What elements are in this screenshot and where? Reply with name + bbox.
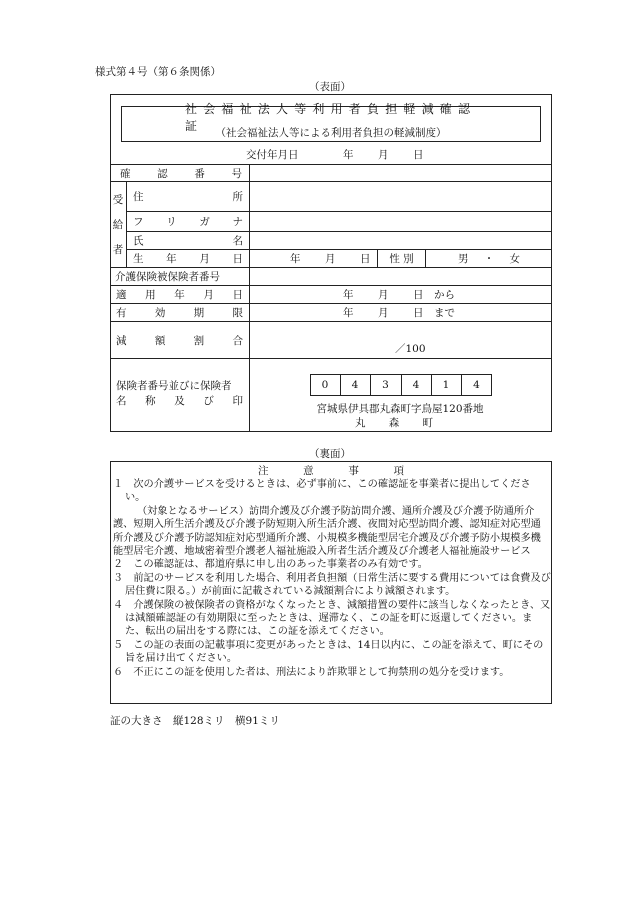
insurer-digit: 4 <box>351 379 359 391</box>
recipient-group-label: 受 給 者 <box>112 194 124 256</box>
dob-month: 月 <box>325 253 336 265</box>
note-3: ３ 前記のサービスを利用した場合、利用者負担額（日常生活に要する費用については食費及び居住費に限る。）が前面に記載されている減額割合により減額されます。 <box>113 572 551 598</box>
address-label: 住 所 <box>133 191 243 203</box>
sex-label: 性 別 <box>389 253 414 265</box>
note-1-services: （対象となるサービス）訪問介護及び介護予防訪問介護、通所介護及び介護予防通所介護、短期入所生活介護及び介護予防短期入所生活介護、夜間対応型訪問介護、認知症対応型通所介護及び介護予防認知症対応型通所介護、小規模多機能型居宅介護及び介護予防小規模多機能型居宅介護、地域密着型介護老人福祉施設入所者生活介護及び介護老人福祉施設サービス <box>113 505 541 558</box>
reduction-rate-value: ／100 <box>395 342 426 355</box>
insurer-label-line2: 名 称 及 び 印 <box>116 394 243 407</box>
valid-until: まで <box>434 307 455 319</box>
note-6: ６ 不正にこの証を使用した者は、刑法により詐欺罪として拘禁刑の処分を受けます。 <box>113 666 510 678</box>
dob-year: 年 <box>290 253 301 265</box>
name-label: 氏 名 <box>133 235 243 247</box>
note-5: ５ この証の表面の記載事項に変更があったときは、14日以内に、この証を添えて、町にその旨を届け出てください。 <box>113 639 544 665</box>
notes-heading: 注 意 事 項 <box>258 464 404 477</box>
back-side-label: （裏面） <box>309 447 351 460</box>
label-column-divider <box>249 164 250 432</box>
note-1: １ 次の介護サービスを受けるときは、必ず事前に、この確認証を事業者に提出してください。 <box>113 479 531 504</box>
insurer-digit: 1 <box>442 379 450 391</box>
dob-day: 日 <box>360 253 371 265</box>
applied-year: 年 <box>343 289 354 301</box>
front-side-label: （表面） <box>309 80 351 93</box>
card-subtitle: （社会福祉法人等による利用者負担の軽減制度） <box>215 126 447 139</box>
issue-date-label: 交付年月日 <box>246 148 299 161</box>
reduction-rate-label: 減 額 割 合 <box>116 334 243 347</box>
applied-day: 日 <box>413 289 424 301</box>
card-title-text: 社会福祉法人等利用者負担軽減確認証 <box>185 101 477 133</box>
notes-body <box>113 478 551 679</box>
row-divider <box>110 358 552 359</box>
applied-date-label: 適 用 年 月 日 <box>116 289 243 301</box>
issue-date-day: 日 <box>413 148 424 161</box>
insured-number-label: 介護保険被保険者番号 <box>115 271 220 283</box>
insurer-digit: 4 <box>473 379 480 391</box>
insurer-digit: 0 <box>321 379 329 391</box>
applied-from: から <box>434 289 455 301</box>
issue-date-month: 月 <box>378 148 389 161</box>
sex-divider <box>425 249 426 267</box>
issue-date-year: 年 <box>343 148 354 161</box>
valid-day: 日 <box>413 307 424 319</box>
recipient-group-divider <box>126 181 127 267</box>
applied-month: 月 <box>378 289 389 301</box>
note-4: ４ 介護保険の被保険者の資格がなくなったとき、減額措置の要件に該当しなくなったとき、又は減額確認証の有効期限に至ったときは、遅滞なく、この証を町に返還してください。また、転出の届出をする際には、この証を添えてください。 <box>113 599 551 638</box>
sex-options: 男 ・ 女 <box>458 253 520 265</box>
insurer-label-line1: 保険者番号並びに保険者 <box>116 379 232 392</box>
insurer-digit: 3 <box>382 379 389 391</box>
furigana-label: フ リ ガ ナ <box>133 216 243 228</box>
dob-label: 生 年 月 日 <box>133 253 243 265</box>
insurer-digit: 4 <box>412 379 420 391</box>
card-size-note: 証の大きさ 縦128ミリ 横91ミリ <box>110 714 280 727</box>
insurer-address: 宮城県伊具郡丸森町字鳥屋120番地 <box>316 402 484 415</box>
insurer-name: 丸 森 町 <box>355 416 433 429</box>
valid-period-label: 有 効 期 限 <box>116 307 243 319</box>
confirm-number-label: 確 認 番 号 <box>120 167 242 180</box>
form-number-label: 様式第４号（第６条関係） <box>95 65 221 78</box>
note-2: ２ この確認証は、都道府県に申し出のあった事業者のみ有効です。 <box>113 559 428 571</box>
valid-year: 年 <box>343 307 354 319</box>
valid-month: 月 <box>378 307 389 319</box>
